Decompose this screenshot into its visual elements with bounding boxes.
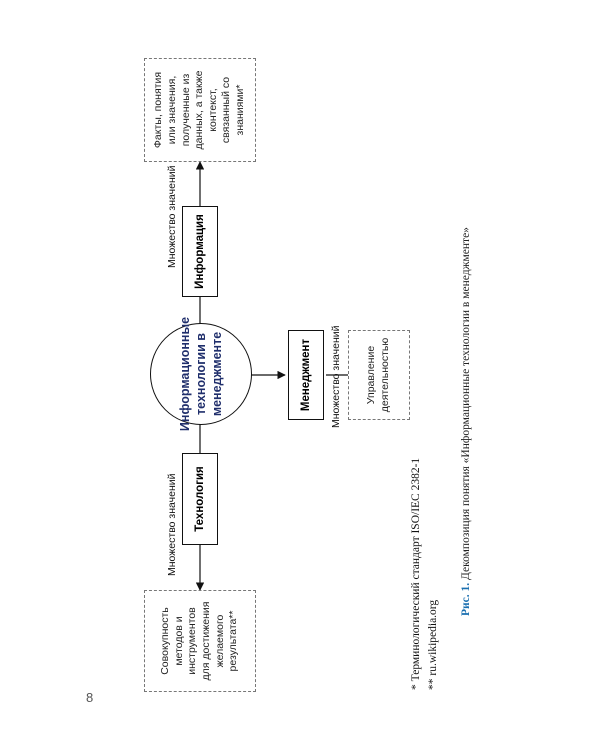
caption-label: Рис. 1. xyxy=(460,582,472,616)
figure-caption xyxy=(460,227,472,616)
information-node: Информация xyxy=(182,206,218,297)
rotated-figure xyxy=(100,50,500,700)
management-node: Менеджмент xyxy=(288,330,324,420)
edge-label-right: Множество значений xyxy=(166,165,178,268)
caption-text: Декомпозиция понятия «Информационные технологии в менеджменте» xyxy=(460,227,472,583)
footnote-1: * Терминологический стандарт ISO/IEC 2382-1 xyxy=(410,457,422,690)
bottom-note-box: Управление деятельностью xyxy=(348,330,410,420)
right-note-box: Факты, понятия или значения, полученные из данных, а также контекст, связанный со знаниями* xyxy=(144,58,256,162)
edge-label-left: Множество значений xyxy=(166,473,178,576)
edge-label-bottom: Множество значений xyxy=(330,325,342,428)
center-node: Информационные технологии в менеджменте xyxy=(150,323,252,425)
page-number: 8 xyxy=(86,690,94,705)
footnote-2: ** ru.wikipedia.org xyxy=(427,599,439,690)
figure-content xyxy=(100,50,500,700)
technology-node: Технология xyxy=(182,453,218,545)
left-note-box: Совокупность методов и инструментов для достижения желаемого результата** xyxy=(144,590,256,692)
